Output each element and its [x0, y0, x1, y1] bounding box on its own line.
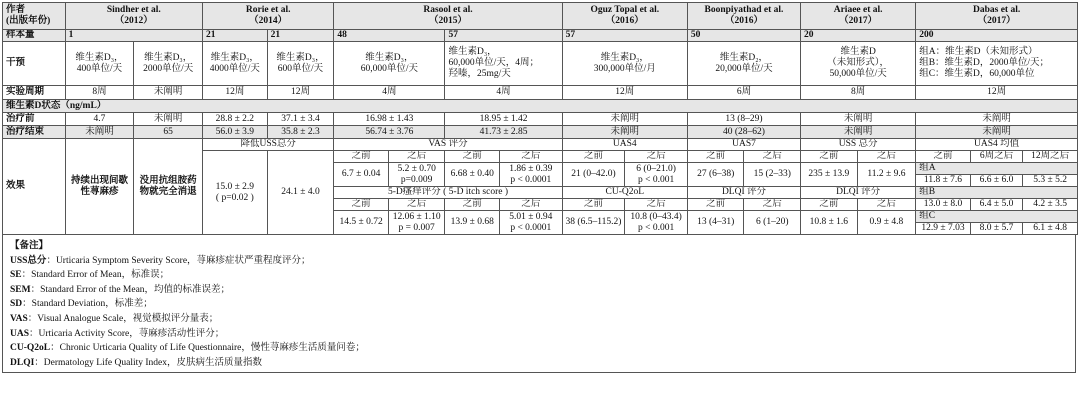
note-item: [10, 327, 1075, 342]
rasool-vas-value: 6.7 ± 0.04: [334, 163, 389, 187]
ariaee-dlqi-value: 0.9 ± 4.8: [857, 211, 916, 235]
note-item: [10, 356, 1075, 371]
after-header: 之后: [388, 199, 445, 211]
dabas-value: 8.0 ± 5.7: [970, 223, 1023, 235]
before-header: 之前: [445, 151, 500, 163]
author-name: Sindher et al.: [106, 5, 161, 15]
period-value: 12周: [562, 86, 687, 100]
after-header: 之后: [744, 199, 801, 211]
author-year: （2017）: [977, 16, 1016, 26]
author-year: （2012）: [114, 16, 153, 26]
rasool-vas-value: 6.68 ± 0.40: [445, 163, 500, 187]
author-label: 作者 (出版年份): [3, 3, 66, 30]
before-treatment-value: 未阐明: [916, 113, 1078, 126]
dabas-value: 13.0 ± 8.0: [916, 199, 971, 211]
period-value: 12周: [916, 86, 1078, 100]
note-key: DLQI: [10, 357, 35, 368]
note-value: ：Urticaria Symptom Severity Score，荨麻疹症状严重程度评分；: [46, 255, 311, 266]
after-header: 之后: [388, 151, 445, 163]
author-name: Dabas et al.: [972, 5, 1021, 15]
before-treatment-value: 37.1 ± 3.4: [267, 113, 334, 126]
author-rasool: [334, 3, 562, 30]
period-value: 4周: [445, 86, 562, 100]
before-header: 之前: [801, 199, 858, 211]
author-year: （2016）: [724, 16, 763, 26]
effect-oguz-uas-title: UAS4: [562, 139, 687, 151]
after-treatment-label: 治疗结束: [3, 126, 66, 139]
before-header: 之前: [334, 199, 389, 211]
before-treatment-row: [3, 113, 1078, 126]
after-header: 之后: [500, 151, 563, 163]
note-value: ：Visual Analogue Scale，视觉模拟评分量表；: [27, 313, 219, 324]
period-value: 12周: [203, 86, 268, 100]
before-treatment-value: 未阐明: [562, 113, 687, 126]
author-year: （2017）: [839, 16, 878, 26]
sample-value: 57: [445, 30, 562, 42]
author-oguz: [562, 3, 687, 30]
intervention-value: 维生素D₃， 4000单位/天: [203, 42, 268, 86]
effect-dabas-title: UAS4 均值: [916, 139, 1078, 151]
note-key: VAS: [10, 313, 28, 324]
effect-ariaee-uss-title: USS 总分: [801, 139, 916, 151]
sample-value: 57: [562, 30, 687, 42]
period-label: 实验周期: [3, 86, 66, 100]
rasool-itch-value: 12.06 ± 1.10 p = 0.007: [388, 211, 445, 235]
intervention-value: 维生素D₃， 300,000单位/月: [562, 42, 687, 86]
after-treatment-value: 35.8 ± 2.3: [267, 126, 334, 139]
dabas-value: 5.3 ± 5.2: [1023, 175, 1078, 187]
oguz-cu-value: 10.8 (0–43.4) p < 0.001: [625, 211, 688, 235]
after-treatment-value: 56.0 ± 3.9: [203, 126, 268, 139]
after-treatment-row: [3, 126, 1078, 139]
before-header: 之前: [445, 199, 500, 211]
author-boonpiyathad: [687, 3, 800, 30]
sample-value: 21: [203, 30, 268, 42]
rasool-itch-value: 13.9 ± 0.68: [445, 211, 500, 235]
note-item: [10, 254, 1075, 269]
after-header: 之后: [500, 199, 563, 211]
vitd-section-title: 维生素D状态（ng/mL）: [3, 100, 1078, 113]
after-header: 之后: [857, 199, 916, 211]
oguz-uas-value: 6 (0–21.0) p < 0.001: [625, 163, 688, 187]
intervention-value: 维生素D₃， 600单位/天: [267, 42, 334, 86]
vitamin-d-urticaria-study-table: [2, 2, 1078, 235]
dabas-group-label: 组A: [916, 163, 1078, 175]
sample-value: 50: [687, 30, 800, 42]
intervention-value: 维生素D₃， 400单位/天: [65, 42, 134, 86]
effect-boon-uas-title: UAS7: [687, 139, 800, 151]
period-value: 未阐明: [134, 86, 203, 100]
note-value: ：Dermatology Life Quality Index，皮肤病生活质量指数: [34, 357, 262, 368]
ariaee-uss-value: 11.2 ± 9.6: [857, 163, 916, 187]
before-header: 之前: [687, 151, 744, 163]
dabas-col-header: 之前: [916, 151, 971, 163]
note-key: SE: [10, 270, 22, 281]
before-treatment-value: 18.95 ± 1.42: [445, 113, 562, 126]
period-value: 8周: [65, 86, 134, 100]
author-name: Rorie et al.: [245, 5, 291, 15]
sample-value: 48: [334, 30, 445, 42]
effect-rasool-vas-title: VAS 评分: [334, 139, 562, 151]
period-value: 8周: [801, 86, 916, 100]
note-value: ：Standard Error of Mean，标准误；: [21, 270, 170, 281]
before-treatment-value: 4.7: [65, 113, 134, 126]
study-table-container: [2, 2, 1078, 373]
effect-sindher-a: 持续出现间歇性荨麻疹: [65, 139, 134, 235]
effect-oguz-cu-title: CU-Q2oL: [562, 187, 687, 199]
note-key: CU-Q2oL: [10, 343, 51, 354]
sample-size-label: 样本量: [3, 30, 66, 42]
boon-uas-value: 27 (6–38): [687, 163, 744, 187]
effect-ariaee-dlqi-title: DLQI 评分: [801, 187, 916, 199]
author-name: Rasool et al.: [423, 5, 473, 15]
author-rorie: [203, 3, 334, 30]
note-item: [10, 268, 1075, 283]
note-key: SD: [10, 299, 23, 310]
before-header: 之前: [562, 199, 625, 211]
effect-rorie-a: 15.0 ± 2.9 ( p=0.02 ): [203, 151, 268, 235]
author-year: （2016）: [605, 16, 644, 26]
after-treatment-value: 41.73 ± 2.85: [445, 126, 562, 139]
before-treatment-value: 13 (8–29): [687, 113, 800, 126]
oguz-uas-value: 21 (0–42.0): [562, 163, 625, 187]
after-treatment-value: 65: [134, 126, 203, 139]
note-value: ：Standard Error of the Mean，均值的标准误差；: [30, 284, 231, 295]
before-header: 之前: [687, 199, 744, 211]
before-treatment-value: 16.98 ± 1.43: [334, 113, 445, 126]
sample-value: 1: [65, 30, 202, 42]
oguz-cu-value: 38 (6.5–115.2): [562, 211, 625, 235]
note-item: [10, 341, 1075, 356]
dabas-col-header: 6周之后: [970, 151, 1023, 163]
sample-value: 20: [801, 30, 916, 42]
boon-uas-value: 15 (2–33): [744, 163, 801, 187]
vitd-section-row: [3, 100, 1078, 113]
boon-dlqi-value: 6 (1–20): [744, 211, 801, 235]
dabas-group-label: 组C: [916, 211, 1078, 223]
dabas-value: 6.1 ± 4.8: [1023, 223, 1078, 235]
note-key: SEM: [10, 284, 31, 295]
effect-label: 效果: [3, 139, 66, 235]
before-treatment-value: 未阐明: [801, 113, 916, 126]
after-header: 之后: [857, 151, 916, 163]
ariaee-dlqi-value: 10.8 ± 1.6: [801, 211, 858, 235]
note-item: [10, 312, 1075, 327]
author-dabas: [916, 3, 1078, 30]
effect-row-titles-1: [3, 139, 1078, 151]
note-value: ：Standard Deviation，标准差；: [22, 299, 153, 310]
effect-rorie-title: 降低USS总分: [203, 139, 334, 151]
sample-size-row: [3, 30, 1078, 42]
notes-section: [2, 235, 1076, 373]
author-year: （2014）: [249, 16, 288, 26]
author-name: Ariaee et al.: [833, 5, 883, 15]
boon-dlqi-value: 13 (4–31): [687, 211, 744, 235]
rasool-vas-value: 5.2 ± 0.70 p=0.009: [388, 163, 445, 187]
intervention-value: 维生素D₂， 20,000单位/天: [687, 42, 800, 86]
before-treatment-value: 28.8 ± 2.2: [203, 113, 268, 126]
intervention-value: 维生素D₃， 60,000单位/天: [334, 42, 445, 86]
before-treatment-value: 未阐明: [134, 113, 203, 126]
dabas-value: 6.4 ± 5.0: [970, 199, 1023, 211]
before-header: 之前: [562, 151, 625, 163]
intervention-row: [3, 42, 1078, 86]
dabas-col-header: 12周之后: [1023, 151, 1078, 163]
note-item: [10, 297, 1075, 312]
author-year: （2015）: [428, 16, 467, 26]
after-treatment-value: 40 (28–62): [687, 126, 800, 139]
period-row: [3, 86, 1078, 100]
period-value: 4周: [334, 86, 445, 100]
ariaee-uss-value: 235 ± 13.9: [801, 163, 858, 187]
sample-value: 200: [916, 30, 1078, 42]
dabas-value: 6.6 ± 6.0: [970, 175, 1023, 187]
dabas-value: 12.9 ± 7.03: [916, 223, 971, 235]
dabas-value: 11.8 ± 7.6: [916, 175, 971, 187]
before-header: 之前: [801, 151, 858, 163]
intervention-value: 维生素D （未知形式）， 50,000单位/天: [801, 42, 916, 86]
sample-value: 21: [267, 30, 334, 42]
intervention-value: 维生素D₃， 60,000单位/天，4周； 羟嗪，25mg/天: [445, 42, 562, 86]
dabas-group-label: 组B: [916, 187, 1078, 199]
author-sindher: [65, 3, 202, 30]
rasool-itch-value: 5.01 ± 0.94 p < 0.0001: [500, 211, 563, 235]
note-key: UAS: [10, 328, 30, 339]
intervention-value: 组A：维生素D（未知形式） 组B：维生素D，2000单位/天； 组C：维生素D，60,000单位: [916, 42, 1078, 86]
effect-rorie-b: 24.1 ± 4.0: [267, 151, 334, 235]
note-value: ：Urticaria Activity Score，荨麻疹活动性评分；: [29, 328, 225, 339]
after-treatment-value: 未阐明: [916, 126, 1078, 139]
author-ariaee: [801, 3, 916, 30]
author-name: Boonpiyathad et al.: [704, 5, 784, 15]
period-value: 6周: [687, 86, 800, 100]
intervention-label: 干预: [3, 42, 66, 86]
intervention-value: 维生素D₃， 2000单位/天: [134, 42, 203, 86]
period-value: 12周: [267, 86, 334, 100]
note-value: ：Chronic Urticaria Quality of Life Questionnaire，慢性荨麻疹生活质量问卷；: [50, 343, 365, 354]
note-item: [10, 283, 1075, 298]
effect-rasool-itch-title: 5-D瘙痒评分 ( 5-D itch score ): [334, 187, 562, 199]
rasool-itch-value: 14.5 ± 0.72: [334, 211, 389, 235]
effect-boon-dlqi-title: DLQI 评分: [687, 187, 800, 199]
header-row: [3, 3, 1078, 30]
notes-title: 【备注】: [10, 241, 49, 251]
after-treatment-value: 未阐明: [562, 126, 687, 139]
note-key: USS总分: [10, 255, 47, 266]
rasool-vas-value: 1.86 ± 0.39 p < 0.0001: [500, 163, 563, 187]
after-treatment-value: 56.74 ± 3.76: [334, 126, 445, 139]
after-header: 之后: [744, 151, 801, 163]
after-treatment-value: 未阐明: [801, 126, 916, 139]
before-header: 之前: [334, 151, 389, 163]
after-treatment-value: 未阐明: [65, 126, 134, 139]
after-header: 之后: [625, 199, 688, 211]
dabas-value: 4.2 ± 3.5: [1023, 199, 1078, 211]
after-header: 之后: [625, 151, 688, 163]
before-treatment-label: 治疗前: [3, 113, 66, 126]
author-name: Oguz Topal et al.: [590, 5, 660, 15]
effect-sindher-b: 没用抗组胺药物就完全消退: [134, 139, 203, 235]
